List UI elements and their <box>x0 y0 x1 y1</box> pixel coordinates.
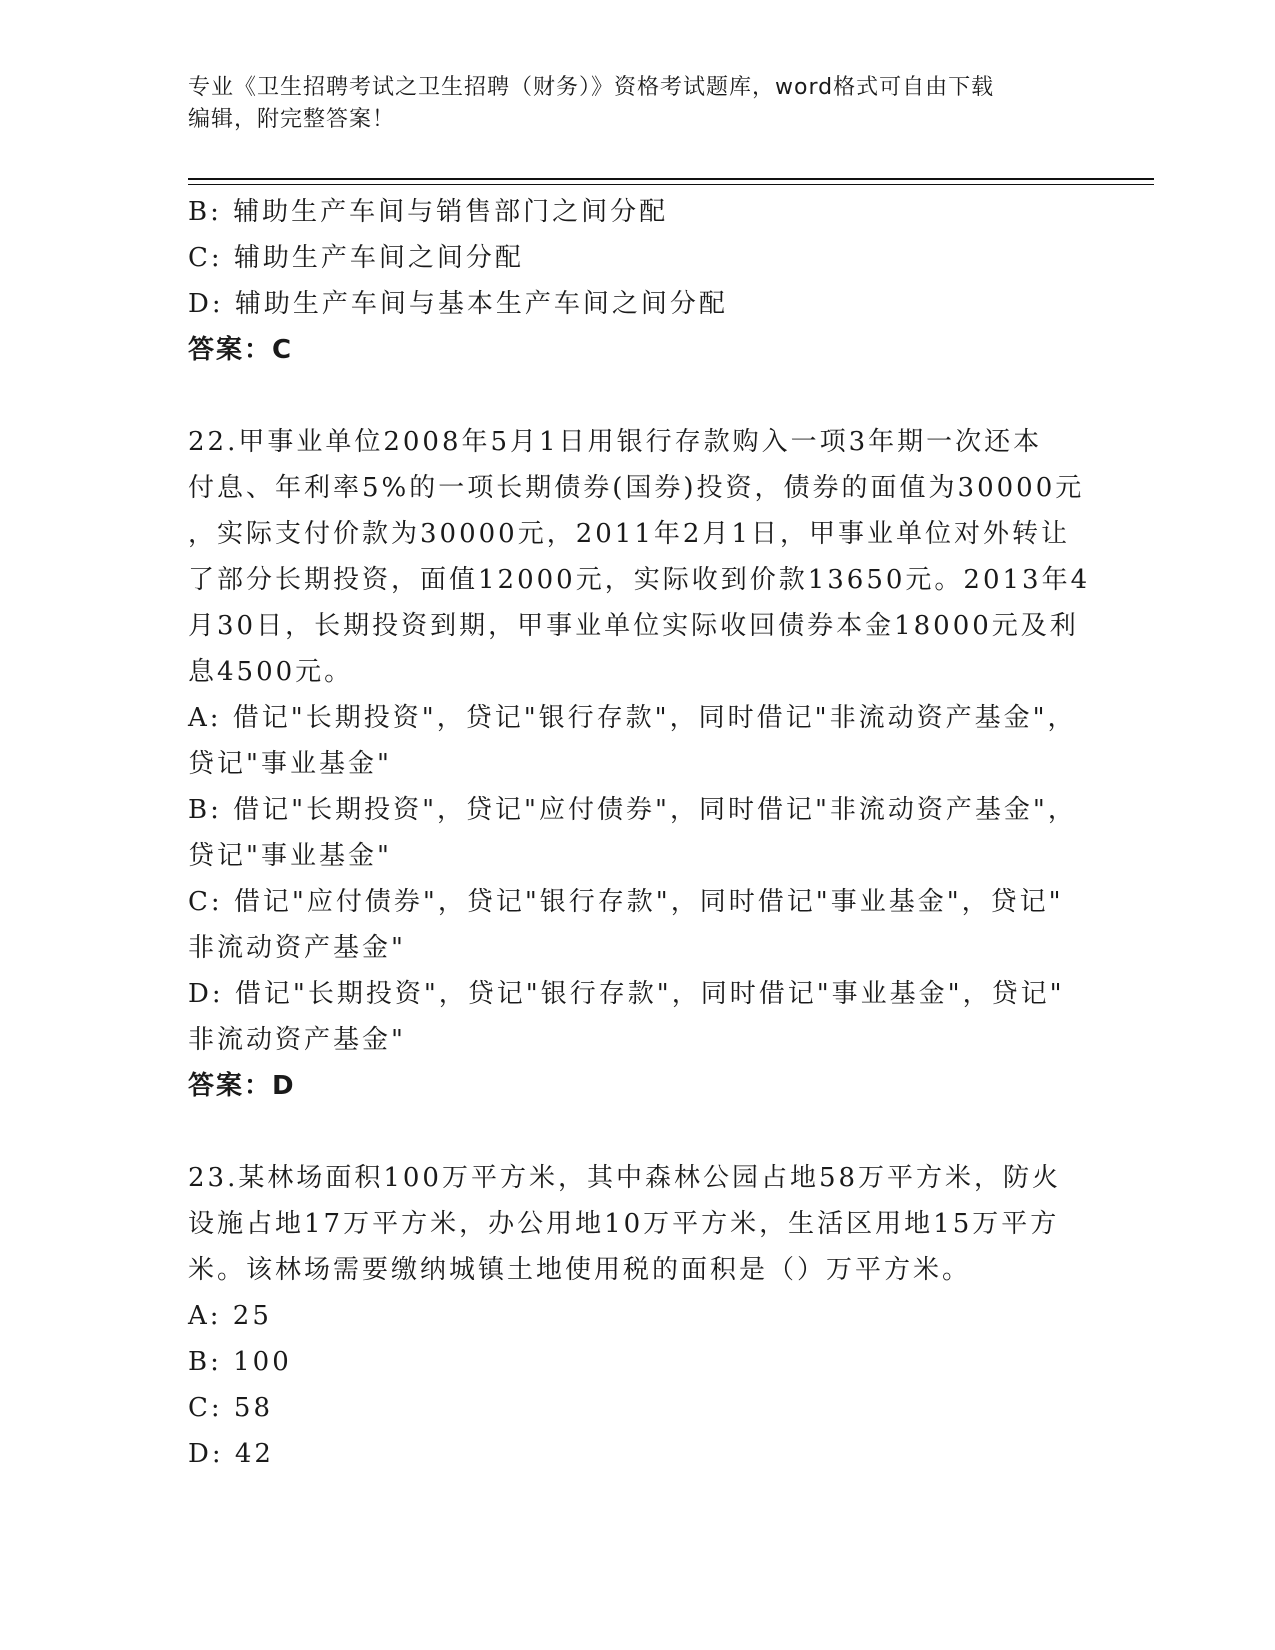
question-stem-line: 息4500元。 <box>188 657 354 687</box>
option-b-cont: 贷记"事业基金" <box>188 841 392 871</box>
answer: 答案：D <box>188 1071 296 1101</box>
option-d: D: 借记"长期投资"，贷记"银行存款"，同时借记"事业基金"，贷记" <box>188 979 1065 1009</box>
option-b: B: 借记"长期投资"，贷记"应付债券"，同时借记"非流动资产基金"， <box>188 795 1077 825</box>
question-stem-line: 23.某林场面积100万平方米，其中森林公园占地58万平方米，防火 <box>188 1163 1062 1193</box>
question-stem-line: 22.甲事业单位2008年5月1日用银行存款购入一项3年期一次还本 <box>188 427 1043 457</box>
option-a: A: 借记"长期投资"，贷记"银行存款"，同时借记"非流动资产基金"， <box>188 703 1077 733</box>
header-line-1: 专业《卫生招聘考试之卫生招聘（财务）》资格考试题库，word格式可自由下载 <box>188 75 995 100</box>
previous-question <box>188 189 1088 373</box>
answer: 答案：C <box>188 335 294 365</box>
option-c: C: 58 <box>188 1393 274 1423</box>
question-stem-line: ，实际支付价款为30000元，2011年2月1日，甲事业单位对外转让 <box>188 519 1070 549</box>
header-rule-thick <box>188 178 1154 180</box>
option-a: A: 25 <box>188 1301 272 1331</box>
option-d: D: 辅助生产车间与基本生产车间之间分配 <box>188 289 728 319</box>
option-a-cont: 贷记"事业基金" <box>188 749 392 779</box>
document-header <box>188 72 1088 136</box>
option-c-cont: 非流动资产基金" <box>188 933 406 963</box>
question-stem-line: 付息、年利率5%的一项长期债券(国券)投资，债券的面值为30000元 <box>188 473 1085 503</box>
question-stem-line: 了部分长期投资，面值12000元，实际收到价款13650元。2013年4 <box>188 565 1091 595</box>
spacer <box>188 373 1088 419</box>
option-d-cont: 非流动资产基金" <box>188 1025 406 1055</box>
question-22 <box>188 419 1091 1109</box>
question-stem-line: 米。该林场需要缴纳城镇土地使用税的面积是（）万平方米。 <box>188 1255 972 1285</box>
question-23 <box>188 1155 1088 1477</box>
option-d: D: 42 <box>188 1439 274 1469</box>
spacer <box>188 1109 1088 1155</box>
document-body <box>188 189 1091 1477</box>
option-c: C: 借记"应付债券"，贷记"银行存款"，同时借记"事业基金"，贷记" <box>188 887 1064 917</box>
option-b: B: 辅助生产车间与销售部门之间分配 <box>188 197 669 227</box>
header-line-2: 编辑，附完整答案！ <box>188 107 396 132</box>
header-rule-thin <box>188 184 1154 185</box>
option-b: B: 100 <box>188 1347 292 1377</box>
option-c: C: 辅助生产车间之间分配 <box>188 243 524 273</box>
question-stem-line: 月30日，长期投资到期，甲事业单位实际收回债券本金18000元及利 <box>188 611 1079 641</box>
question-stem-line: 设施占地17万平方米，办公用地10万平方米，生活区用地15万平方 <box>188 1209 1060 1239</box>
